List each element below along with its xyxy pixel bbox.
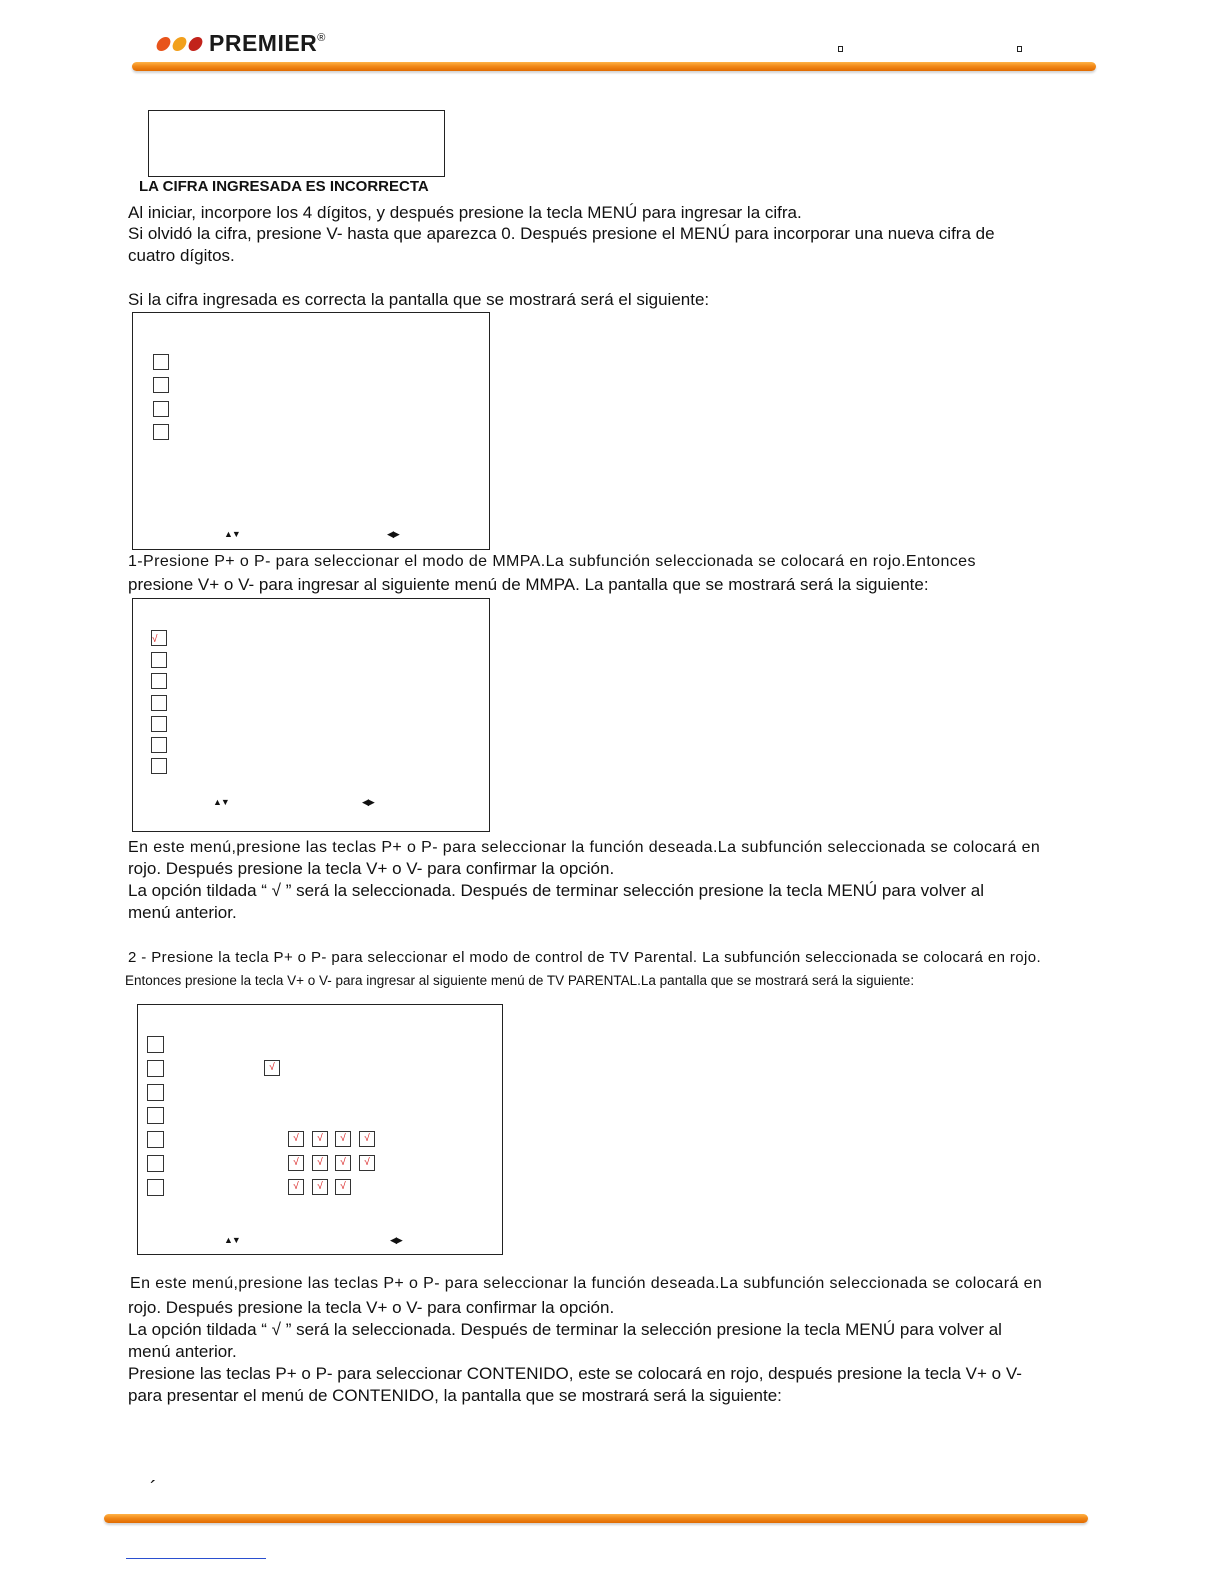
paragraph: Si olvidó la cifra, presione V- hasta que aparezca 0. Después presione el MENÚ para incorporar una nueva cifra de: [128, 224, 995, 243]
leftright-arrows-icon: ◀▶: [362, 797, 374, 807]
check-mark-icon: √: [340, 1181, 346, 1192]
sub-checkbox-checked[interactable]: [335, 1155, 351, 1171]
updown-arrows-icon: ▲▼: [213, 797, 229, 807]
paragraph: cuatro dígitos.: [128, 246, 235, 265]
paragraph: 2 - Presione la tecla P+ o P- para seleccionar el modo de control de TV Parental. La subfunción seleccionada se colocará en rojo.: [128, 949, 1042, 966]
sub-checkbox-checked[interactable]: [288, 1179, 304, 1195]
option-checkbox[interactable]: [151, 758, 167, 774]
logo-dot-icon: [155, 37, 173, 51]
check-mark-icon: √: [293, 1157, 299, 1168]
password-screen: [148, 110, 445, 177]
paragraph: En este menú,presione las teclas P+ o P- para seleccionar la función deseada.La subfunción seleccionada se colocará en: [128, 839, 1041, 856]
option-checkbox[interactable]: [151, 716, 167, 732]
leftright-arrows-icon: ◀▶: [387, 529, 399, 539]
check-mark-icon: √: [364, 1133, 370, 1144]
option-checkbox-checked[interactable]: [151, 630, 167, 646]
footer-link-underline[interactable]: [126, 1558, 266, 1559]
header-accent-bar: [132, 62, 1096, 71]
check-mark-icon: √: [293, 1181, 299, 1192]
option-checkbox[interactable]: [153, 354, 169, 370]
footer-accent-bar: [104, 1514, 1088, 1523]
option-checkbox[interactable]: [153, 377, 169, 393]
option-checkbox[interactable]: [151, 695, 167, 711]
registered-mark: ®: [317, 31, 326, 44]
sub-checkbox-checked[interactable]: [288, 1131, 304, 1147]
option-checkbox[interactable]: [147, 1179, 164, 1196]
option-checkbox[interactable]: [147, 1060, 164, 1077]
check-mark-icon: √: [269, 1062, 275, 1073]
sub-checkbox-checked[interactable]: [312, 1155, 328, 1171]
mmpa-menu-screen: [132, 598, 490, 832]
logo-dot-icon: [171, 37, 189, 51]
logo-dot-icon: [187, 37, 205, 51]
footer-accent-mark: ´: [150, 1478, 157, 1500]
option-checkbox[interactable]: [151, 652, 167, 668]
sub-checkbox-checked[interactable]: [359, 1155, 375, 1171]
check-mark-icon: √: [317, 1157, 323, 1168]
paragraph: Si la cifra ingresada es correcta la pantalla que se mostrará será el siguiente:: [128, 290, 710, 309]
paragraph: En este menú,presione las teclas P+ o P- para seleccionar la función deseada.La subfunción seleccionada se colocará en: [130, 1275, 1043, 1292]
paragraph: 1-Presione P+ o P- para seleccionar el modo de MMPA.La subfunción seleccionada se colocará en rojo.Entonces: [128, 553, 976, 570]
paragraph: presione V+ o V- para ingresar al siguiente menú de MMPA. La pantalla que se mostrará será la siguiente:: [128, 575, 929, 594]
paragraph: Entonces presione la tecla V+ o V- para ingresar al siguiente menú de TV PARENTAL.La pantalla que se mostrará será la siguiente:: [125, 973, 915, 988]
check-mark-icon: √: [364, 1157, 370, 1168]
updown-arrows-icon: ▲▼: [224, 1235, 240, 1245]
tv-parental-menu-screen: [137, 1004, 503, 1255]
check-mark-icon: √: [293, 1133, 299, 1144]
option-checkbox[interactable]: [147, 1036, 164, 1053]
option-checkbox[interactable]: [153, 424, 169, 440]
check-mark-icon: √: [340, 1157, 346, 1168]
brand-name: PREMIER: [209, 30, 318, 56]
check-mark-icon: √: [340, 1133, 346, 1144]
option-checkbox[interactable]: [151, 673, 167, 689]
sub-checkbox-checked[interactable]: [312, 1131, 328, 1147]
paragraph: Al iniciar, incorpore los 4 dígitos, y después presione la tecla MENÚ para ingresar la cifra.: [128, 203, 802, 222]
paragraph: La opción tildada “ √ ” será la seleccionada. Después de terminar selección presione la tecla MENÚ para volver al: [128, 881, 984, 900]
premier-logo: [157, 30, 325, 57]
sub-checkbox-checked[interactable]: [288, 1155, 304, 1171]
header-marker-icon: [838, 46, 843, 52]
option-checkbox[interactable]: [147, 1084, 164, 1101]
paragraph: menú anterior.: [128, 1342, 237, 1361]
sub-checkbox-checked[interactable]: [335, 1179, 351, 1195]
paragraph: Presione las teclas P+ o P- para seleccionar CONTENIDO, este se colocará en rojo, después presione la tecla V+ o V-: [128, 1364, 1022, 1383]
sub-checkbox-checked[interactable]: [335, 1131, 351, 1147]
check-mark-icon: √: [317, 1133, 323, 1144]
option-checkbox[interactable]: [151, 737, 167, 753]
paragraph: rojo. Después presione la tecla V+ o V- para confirmar la opción.: [128, 1298, 615, 1317]
paragraph: La opción tildada “ √ ” será la seleccionada. Después de terminar la selección presione la tecla MENÚ para volver al: [128, 1320, 1002, 1339]
option-checkbox[interactable]: [147, 1131, 164, 1148]
sub-checkbox-checked[interactable]: [264, 1060, 280, 1076]
paragraph: menú anterior.: [128, 903, 237, 922]
option-checkbox[interactable]: [153, 401, 169, 417]
paragraph: rojo. Después presione la tecla V+ o V- para confirmar la opción.: [128, 859, 615, 878]
check-mark-icon: √: [152, 634, 158, 645]
error-caption: LA CIFRA INGRESADA ES INCORRECTA: [139, 178, 429, 195]
updown-arrows-icon: ▲▼: [224, 529, 240, 539]
leftright-arrows-icon: ◀▶: [390, 1235, 402, 1245]
sub-checkbox-checked[interactable]: [359, 1131, 375, 1147]
option-checkbox[interactable]: [147, 1155, 164, 1172]
check-mark-icon: √: [317, 1181, 323, 1192]
paragraph: para presentar el menú de CONTENIDO, la pantalla que se mostrará será la siguiente:: [128, 1386, 782, 1405]
parental-menu-screen: [132, 312, 490, 550]
sub-checkbox-checked[interactable]: [312, 1179, 328, 1195]
header-marker-icon: [1017, 46, 1022, 52]
option-checkbox[interactable]: [147, 1107, 164, 1124]
